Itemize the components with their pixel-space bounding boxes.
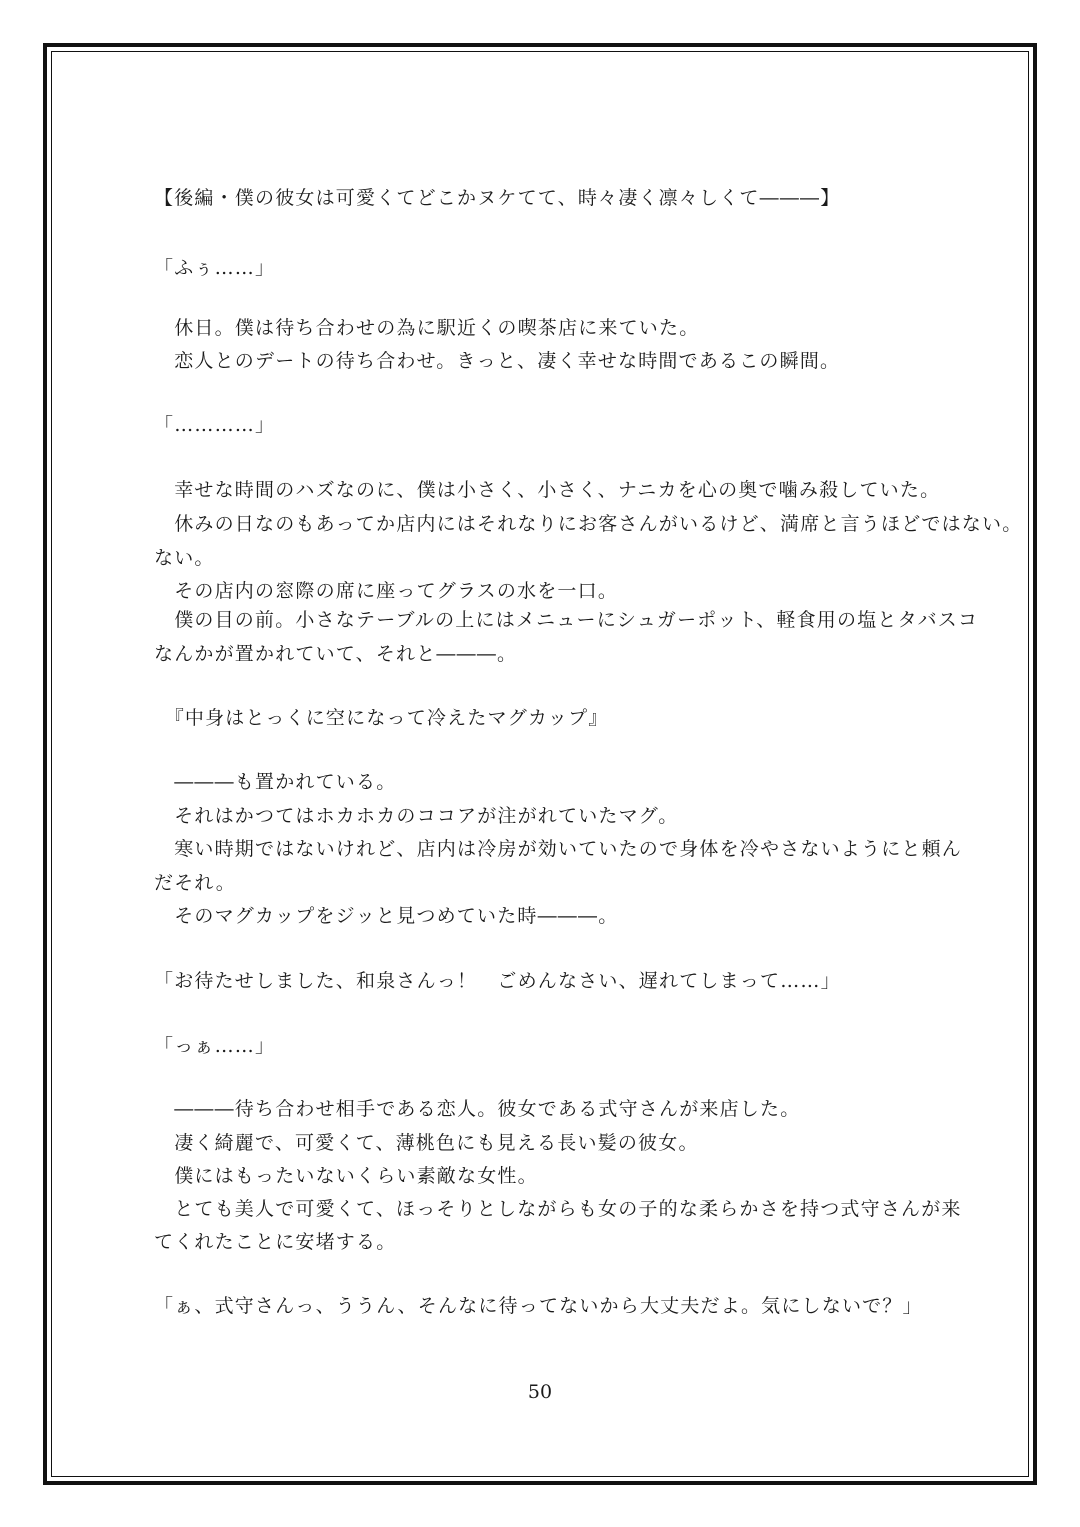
text-line: それはかつてはホカホカのココアが注がれていたマグ。 [154,805,679,827]
text-line: 幸せな時間のハズなのに、僕は小さく、小さく、ナニカを心の奥で噛み殺していた。 [154,479,941,501]
text-line: ―――も置かれている。 [154,771,397,793]
text-line: 「ふぅ……」 [154,257,276,279]
text-line: 休みの日なのもあってか店内にはそれなりにお客さんがいるけど、満席と言うほどではない。 [154,513,1023,535]
text-line: なんかが置かれていて、それと―――。 [154,643,518,665]
text-line: とても美人で可愛くて、ほっそりとしながらも女の子的な柔らかさを持つ式守さんが来 [154,1198,962,1220]
text-line: 恋人とのデートの待ち合わせ。きっと、凄く幸せな時間であるこの瞬間。 [154,350,841,372]
text-line: 凄く綺麗で、可愛くて、薄桃色にも見える長い髪の彼女。 [154,1132,699,1154]
dialogue-line: 「お待たせしました、和泉さんっ！ ごめんなさい、遅れてしまって……」 [154,970,841,992]
text-line: その店内の窓際の席に座ってグラスの水を一口。 [154,580,619,602]
text-line: 「…………」 [154,414,276,436]
dialogue-line: 「っぁ……」 [154,1035,276,1057]
quoted-line: 『中身はとっくに空になって冷えたマグカップ』 [154,707,609,729]
text-line: だそれ。 [154,872,236,894]
text-line: そのマグカップをジッと見つめていた時―――。 [154,905,619,927]
text-line: 僕の目の前。小さなテーブルの上にはメニューにシュガーポット、軽食用の塩とタバスコ [154,609,979,631]
text-line: ない。 [154,547,215,569]
text-line: 僕にはもったいないくらい素敵な女性。 [154,1165,538,1187]
text-line: てくれたことに安堵する。 [154,1231,397,1253]
page-number: 50 [527,1381,553,1403]
text-line: ―――待ち合わせ相手である恋人。彼女である式守さんが来店した。 [154,1098,801,1120]
text-line: 寒い時期ではないけれど、店内は冷房が効いていたので身体を冷やさないようにと頼ん [154,838,963,860]
text-line: 休日。僕は待ち合わせの為に駅近くの喫茶店に来ていた。 [154,317,700,339]
dialogue-line: 「ぁ、式守さんっ、ううん、そんなに待ってないから大丈夫だよ。気にしないで？」 [154,1295,923,1317]
chapter-heading: 【後編・僕の彼女は可愛くてどこかヌケてて、時々凄く凛々しくて―――】 [154,187,841,209]
